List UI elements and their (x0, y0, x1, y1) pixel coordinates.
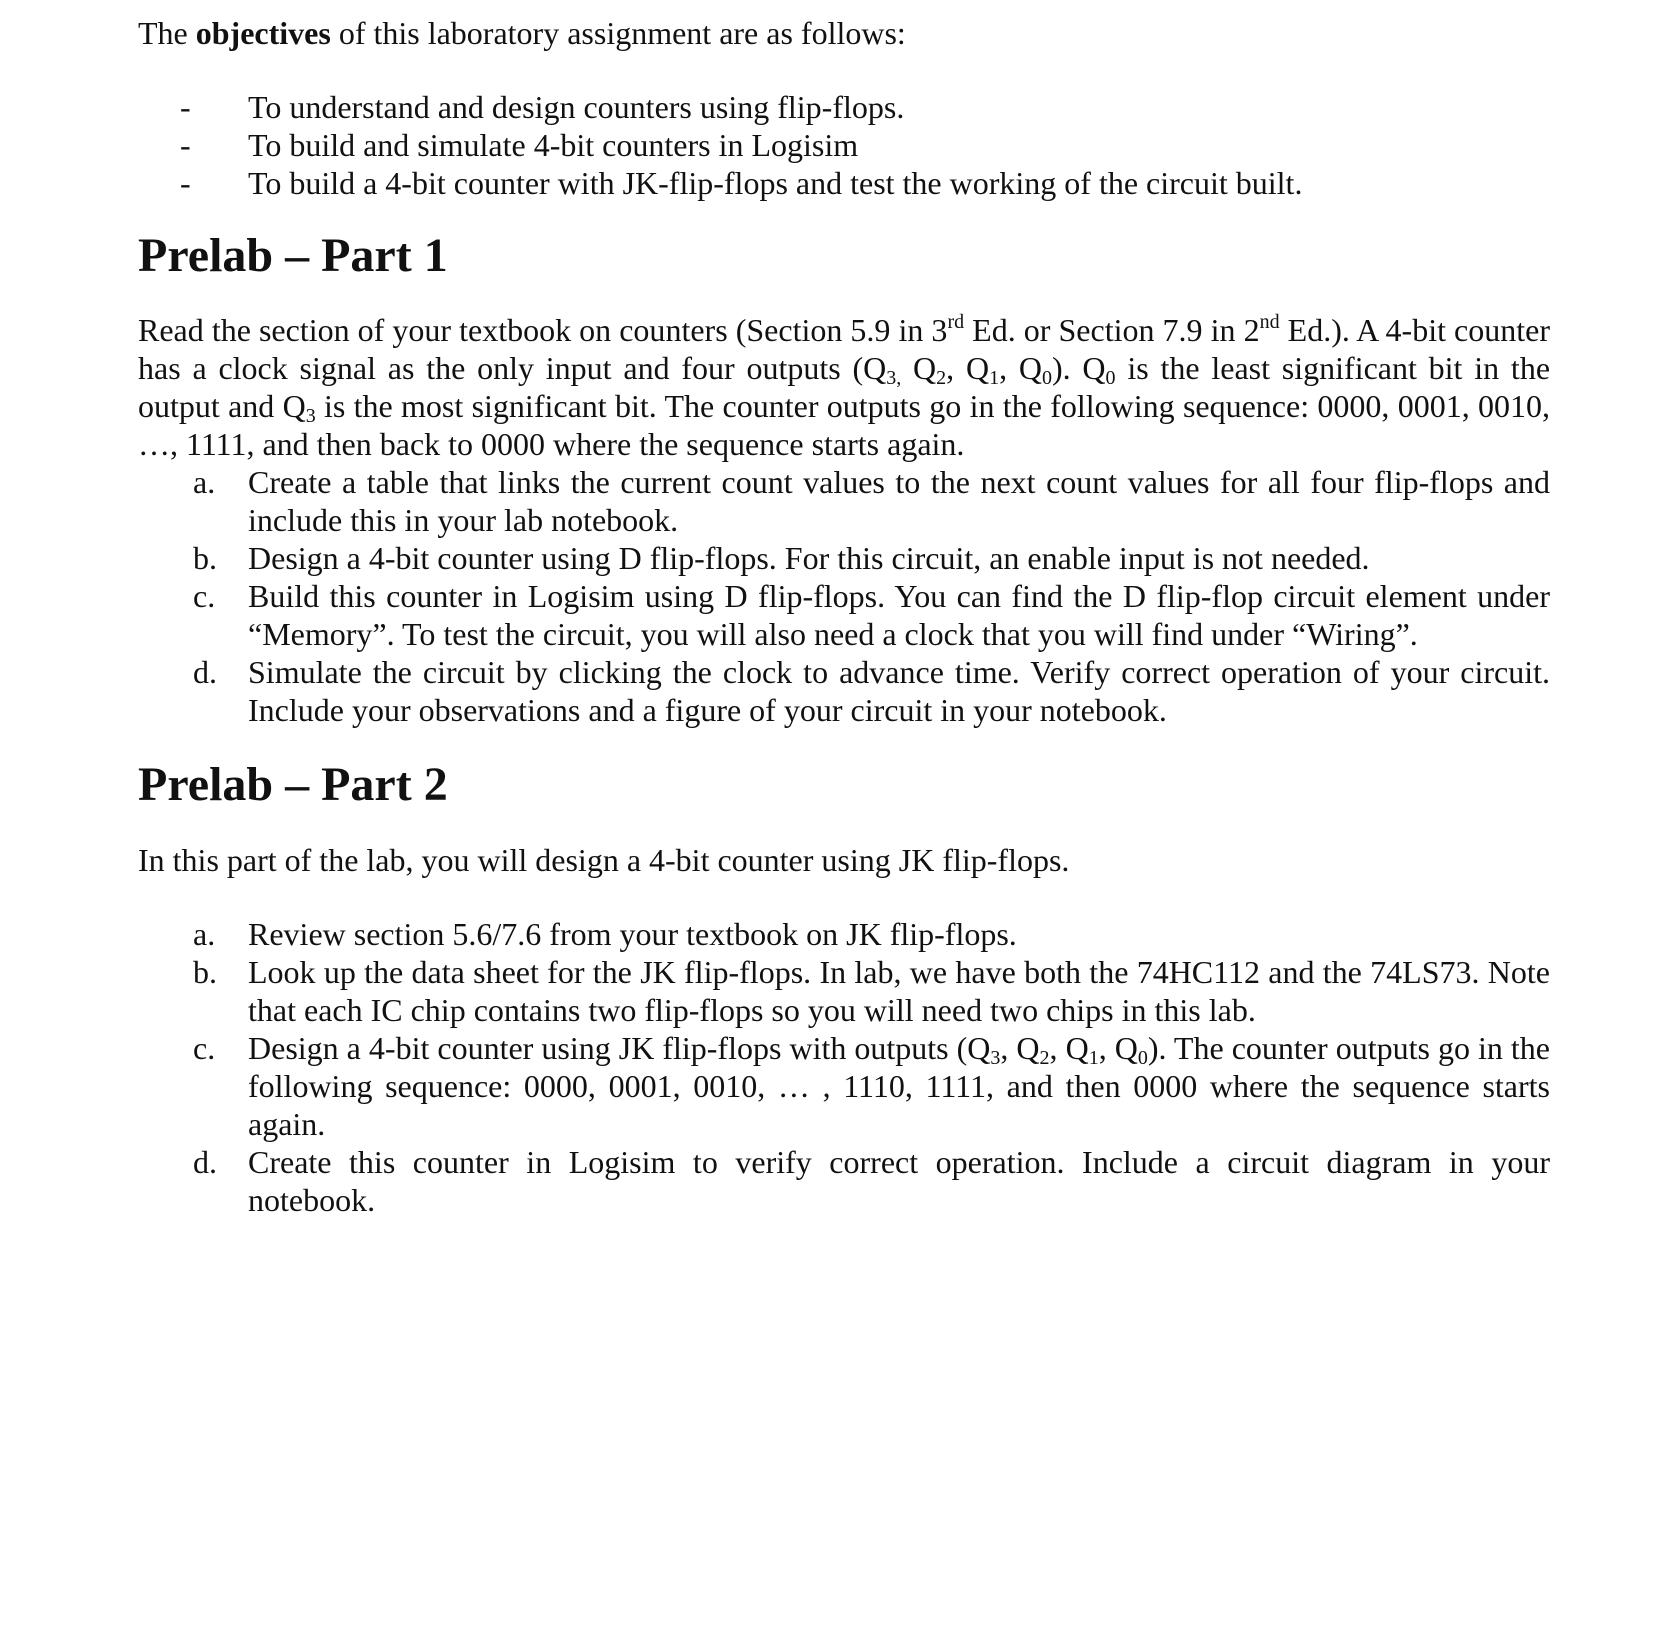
prelab-part1-heading: Prelab – Part 1 (138, 229, 448, 282)
para-text: Read the section of your textbook on counters (Section 5.9 in 3 (138, 312, 948, 348)
objectives-list (138, 88, 1550, 202)
task-letter: d. (193, 654, 217, 690)
task-text-fragment: , Q (1049, 1030, 1089, 1066)
task-text-fragment: Design a 4-bit counter using JK flip-flops with outputs (Q (248, 1030, 991, 1066)
task-item (138, 1029, 1550, 1143)
task-text-fragment: ). The counter outputs go in the following sequence: 0000, 0001, 0010, … , 1110, 1111, and then 0000 where the sequence starts again. (248, 1030, 1551, 1142)
para-text: is the least significant bit in the output and Q (138, 350, 1551, 424)
task-letter: b. (193, 954, 217, 990)
objective-item (138, 164, 1550, 202)
task-letter: b. (193, 540, 217, 576)
para-text: , Q (946, 350, 990, 386)
task-text: Design a 4-bit counter using D flip-flops. For this circuit, an enable input is not needed. (248, 540, 1370, 576)
objective-item (138, 126, 1550, 164)
task-text: Look up the data sheet for the JK flip-flops. In lab, we have both the 74HC112 and the 74LS73. Note that each IC chip contains two flip-flops so you will need two chips in this lab. (248, 954, 1550, 1028)
dash-bullet: - (180, 165, 191, 201)
task-item (138, 653, 1550, 729)
part1-task-list (138, 463, 1550, 729)
task-text: Review section 5.6/7.6 from your textbook on JK flip-flops. (248, 916, 1017, 952)
subscript: 0 (1041, 367, 1052, 389)
subscript: 1 (989, 367, 1000, 389)
objectives-intro (138, 14, 1550, 56)
subscript: 0 (1137, 1047, 1148, 1069)
task-text: Build this counter in Logisim using D flip-flops. You can find the D flip-flop circuit element under “Memory”. To test the circuit, you will also need a clock that you will find under “Wiring”. (248, 578, 1550, 652)
prelab-part2-heading: Prelab – Part 2 (138, 758, 448, 811)
intro-text-before: The (138, 15, 196, 51)
task-text: Simulate the circuit by clicking the clock to advance time. Verify correct operation of your circuit. Include your observations and a figure of your circuit in your notebook. (248, 654, 1550, 728)
task-item (138, 953, 1550, 1029)
document-page (138, 14, 1550, 1219)
task-item (138, 577, 1550, 653)
subscript: 2 (936, 367, 947, 389)
objective-item (138, 88, 1550, 126)
task-text: Create this counter in Logisim to verify correct operation. Include a circuit diagram in your notebook. (248, 1144, 1550, 1218)
task-letter: a. (193, 464, 216, 500)
task-text-fragment: , Q (1000, 1030, 1040, 1066)
para-text: , Q (999, 350, 1042, 386)
intro-text-after: of this laboratory assignment are as follows: (330, 15, 906, 51)
part1-paragraph (138, 311, 1550, 463)
objective-text: To build and simulate 4-bit counters in Logisim (248, 127, 859, 163)
subscript: 0 (1105, 367, 1116, 389)
superscript: rd (947, 311, 965, 333)
task-text-fragment: , Q (1098, 1030, 1138, 1066)
part2-task-list (138, 915, 1550, 1219)
task-item (138, 463, 1550, 539)
dash-bullet: - (180, 89, 191, 125)
intro-bold-objectives: objectives (195, 15, 331, 51)
subscript: 3, (886, 367, 902, 389)
para-text: Ed. or Section 7.9 in 2 (964, 312, 1260, 348)
task-letter: a. (193, 916, 216, 952)
superscript: nd (1259, 311, 1280, 333)
task-letter: c. (193, 578, 216, 614)
subscript: 2 (1039, 1047, 1050, 1069)
task-letter: c. (193, 1030, 216, 1066)
task-item (138, 539, 1550, 577)
subscript: 3 (305, 405, 316, 427)
para-text: is the most significant bit. The counter outputs go in the following sequence: 0000, 0001, 0010, …, 1111, and then back to 0000 where the sequence starts again. (138, 388, 1551, 462)
para-text: Q (901, 350, 937, 386)
subscript: 3 (990, 1047, 1001, 1069)
task-item (138, 1143, 1550, 1219)
subscript: 1 (1088, 1047, 1099, 1069)
objective-text: To build a 4-bit counter with JK-flip-flops and test the working of the circuit built. (248, 165, 1303, 201)
objective-text: To understand and design counters using flip-flops. (248, 89, 905, 125)
task-letter: d. (193, 1144, 217, 1180)
task-text: Create a table that links the current count values to the next count values for all four flip-flops and include this in your lab notebook. (248, 464, 1550, 538)
task-text (248, 1030, 1550, 1142)
part2-intro: In this part of the lab, you will design a 4-bit counter using JK flip-flops. (138, 842, 1070, 878)
task-item (138, 915, 1550, 953)
para-text: Ed.). A 4-bit counter has a clock signal as the only input and four outputs (Q (138, 312, 1551, 386)
para-text: ). Q (1051, 350, 1106, 386)
dash-bullet: - (180, 127, 191, 163)
